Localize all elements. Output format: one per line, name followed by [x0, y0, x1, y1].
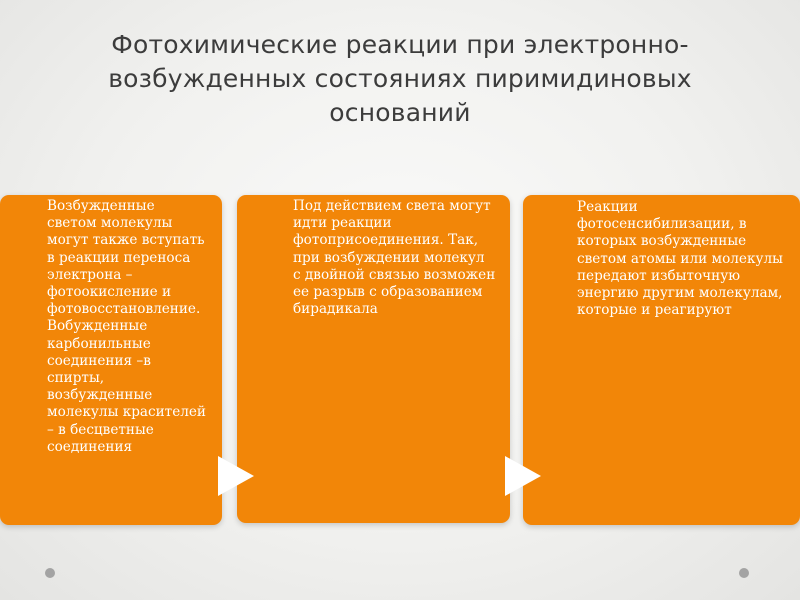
process-card-1-text: Возбужденные светом молекулы могут также вступать в реакции переноса электрона – фотоокисление и фотовосстановление. Вобужденные карбонильные соединения –в спирты, возбужденные молекулы красителей – в бесцветные соединения [47, 198, 206, 455]
process-card-3 [523, 195, 800, 525]
process-card-2-text: Под действием света могут идти реакции фотоприсоединения. Так, при возбуждении молекул с двойной связью возможен ее разрыв с образованием бирадикала [293, 198, 496, 318]
decorative-dot [45, 568, 55, 578]
slide-title: Фотохимические реакции при электронно-возбужденных состояниях пиримидиновых оснований [108, 30, 692, 127]
process-card-1 [0, 195, 222, 525]
arrow-right-icon [505, 456, 541, 496]
arrow-right-icon [218, 456, 254, 496]
decorative-dot [739, 568, 749, 578]
process-card-2 [237, 195, 510, 523]
process-card-3-text: Реакции фотосенсибилизации, в которых возбужденные светом атомы или молекулы передают избыточную энергию другим молекулам, которые и реагируют [577, 199, 783, 319]
